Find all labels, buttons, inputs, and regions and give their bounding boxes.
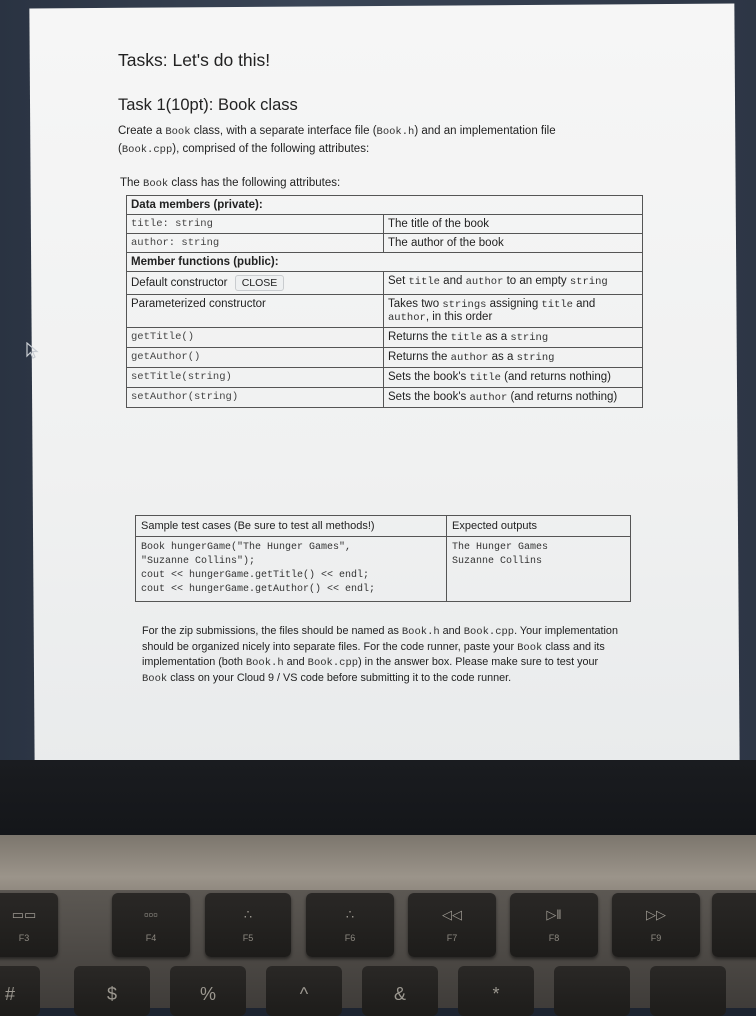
- code-term: Book.cpp: [121, 144, 173, 156]
- key-symbol: $: [106, 984, 117, 1004]
- key-6[interactable]: [266, 966, 342, 1016]
- attr-desc: The author of the book: [384, 234, 643, 253]
- play-pause-icon: ▷‖: [546, 907, 562, 922]
- default-ctor-label: Default constructor: [131, 277, 228, 289]
- mission-control-icon: ▭▭: [11, 907, 37, 922]
- key-4[interactable]: [74, 966, 150, 1016]
- fast-forward-icon: ▷▷: [646, 907, 666, 922]
- param-ctor-desc: Takes two strings assigning title and author, in this order: [384, 295, 643, 328]
- member-functions-header: Member functions (public):: [127, 253, 643, 272]
- keyboard-light-up-icon: ∴: [345, 907, 355, 922]
- launchpad-icon: ▫▫▫: [144, 907, 158, 922]
- data-members-header: Data members (private):: [127, 196, 643, 215]
- code-term: author: [469, 392, 508, 404]
- code-term: Book.h: [245, 657, 284, 669]
- code-term: Book.h: [401, 626, 440, 638]
- key-label: F3: [18, 933, 30, 943]
- code-term: string: [569, 276, 608, 288]
- method-name: getTitle(): [127, 328, 384, 348]
- key-symbol: #: [4, 984, 15, 1004]
- table-row: [127, 388, 643, 408]
- task-intro: Create a Book class, with a separate interface file (Book.h) and an implementation file (Book.cpp), comprised of the following attributes:: [118, 125, 556, 156]
- key-7[interactable]: [362, 966, 438, 1016]
- key-label: F7: [446, 933, 458, 943]
- test-code: Book hungerGame("The Hunger Games", "Suzanne Collins"); cout << hungerGame.getTitle() << endl; cout << hungerGame.getAuthor() << endl;: [136, 537, 447, 602]
- key-f6[interactable]: [306, 893, 394, 957]
- code-term: strings: [442, 299, 487, 311]
- code-term: Book: [142, 672, 168, 685]
- method-desc: Returns the author as a string: [384, 348, 643, 368]
- attributes-table: [126, 195, 643, 408]
- code-term: Book.cpp: [463, 626, 515, 638]
- method-desc: Returns the title as a string: [384, 328, 643, 348]
- task-title: Task 1(10pt): Book class: [118, 96, 298, 114]
- key-f3[interactable]: [0, 893, 58, 957]
- key-label: F9: [650, 933, 662, 943]
- key-label: F8: [548, 933, 560, 943]
- key-symbol: &: [393, 984, 406, 1004]
- key-symbol: ^: [299, 984, 309, 1004]
- attr-name: author: string: [127, 234, 384, 253]
- method-name: setTitle(string): [127, 368, 384, 388]
- table-row: [127, 368, 643, 388]
- code-term: title: [469, 372, 501, 384]
- key-8[interactable]: [458, 966, 534, 1016]
- test-cases-table: [135, 515, 631, 602]
- mouse-cursor-icon: [26, 342, 40, 360]
- expected-outputs-header: Expected outputs: [447, 516, 631, 537]
- attributes-label: The Book class has the following attributes:: [120, 177, 341, 190]
- code-term: Book: [165, 126, 191, 138]
- rewind-icon: ◁◁: [442, 907, 462, 922]
- param-ctor-label: Parameterized constructor: [127, 295, 384, 328]
- close-button[interactable]: CLOSE: [235, 275, 285, 291]
- attr-desc: The title of the book: [384, 215, 643, 234]
- key-label: F5: [242, 933, 254, 943]
- key-f10[interactable]: [712, 893, 756, 957]
- key-3[interactable]: [0, 966, 40, 1016]
- code-term: Book: [143, 178, 169, 190]
- key-f5[interactable]: [205, 893, 291, 957]
- test-cases-header: Sample test cases (Be sure to test all methods!): [136, 516, 447, 537]
- code-term: author: [388, 312, 426, 324]
- default-ctor-cell: [127, 272, 384, 295]
- table-row: [127, 234, 643, 253]
- key-f4[interactable]: [112, 893, 190, 957]
- code-term: string: [516, 352, 555, 364]
- method-desc: Sets the book's author (and returns nothing): [384, 388, 643, 408]
- code-term: Book.h: [376, 126, 415, 138]
- page-heading: Tasks: Let's do this!: [118, 50, 271, 70]
- key-5[interactable]: [170, 966, 246, 1016]
- code-term: author: [450, 352, 489, 364]
- table-row: [127, 348, 643, 368]
- attr-name: title: string: [127, 215, 384, 234]
- code-term: title: [541, 299, 573, 311]
- key-f9[interactable]: [612, 893, 700, 957]
- code-term: title: [408, 276, 440, 288]
- key-0[interactable]: [650, 966, 726, 1016]
- method-desc: Sets the book's title (and returns nothing): [384, 368, 643, 388]
- default-ctor-desc: Set title and author to an empty string: [384, 272, 643, 295]
- key-label: F4: [145, 933, 157, 943]
- key-label: F6: [344, 933, 356, 943]
- table-row: [127, 215, 643, 234]
- key-symbol: %: [199, 984, 216, 1004]
- key-f8[interactable]: [510, 893, 598, 957]
- method-name: setAuthor(string): [127, 388, 384, 408]
- key-symbol: *: [492, 984, 500, 1004]
- expected-output: The Hunger Games Suzanne Collins: [447, 537, 631, 602]
- table-row: [127, 272, 643, 295]
- code-term: author: [465, 276, 504, 288]
- code-term: Book.cpp: [307, 657, 359, 669]
- key-9[interactable]: [554, 966, 630, 1016]
- code-term: Book: [517, 641, 543, 654]
- table-row: [127, 328, 643, 348]
- keyboard-light-down-icon: ∴: [243, 907, 253, 922]
- key-f7[interactable]: [408, 893, 496, 957]
- method-name: getAuthor(): [127, 348, 384, 368]
- code-term: string: [510, 332, 549, 344]
- table-row: [127, 295, 643, 328]
- code-term: title: [450, 332, 483, 344]
- submission-instructions: For the zip submissions, the files should be named as Book.h and Book.cpp. Your implementation should be organized nicely into separate files. For the code runner, paste your Book class and its implementation (both Book.h and Book.cpp) in the answer box. Please make sure to test your Book class on your Cloud 9 / VS code before submitting it to the code runner.: [142, 625, 618, 685]
